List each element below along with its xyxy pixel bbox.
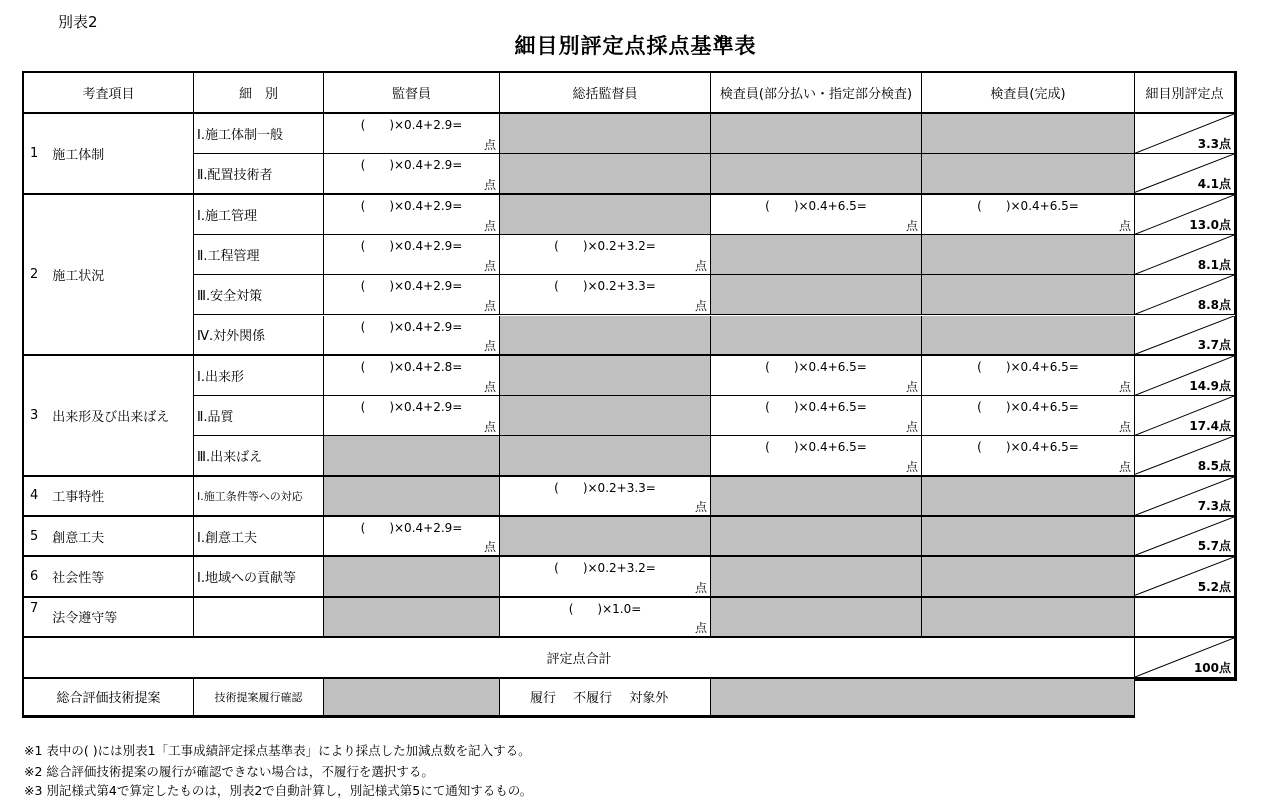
point-unit: 点 <box>483 338 496 353</box>
detail-cell <box>194 477 324 517</box>
detail-label: Ⅲ.安全対策 <box>197 289 263 305</box>
point-unit: 点 <box>483 177 496 192</box>
entry-ip <box>711 275 922 315</box>
note-2: ※2 総合評価技術提案の履行が確認できない場合は，不履行を選択する。 <box>24 764 434 779</box>
entry-gen <box>500 436 711 476</box>
point-unit: 点 <box>694 620 707 635</box>
point-unit: 点 <box>483 259 496 274</box>
formula-text: ( )×0.4+2.9= <box>360 118 463 132</box>
proposal-gray-2 <box>711 679 1135 716</box>
proposal-options: 履行 不履行 対象外 <box>530 691 669 707</box>
detail-label: Ⅰ.施工体制一般 <box>197 128 283 144</box>
entry-ic <box>922 517 1135 557</box>
formula-text: ( )×0.4+2.9= <box>360 279 463 294</box>
header-detail-label: 細 別 <box>238 87 278 102</box>
entry-gen <box>500 195 711 235</box>
detail-cell <box>194 114 324 154</box>
point-unit: 点 <box>905 380 918 395</box>
detail-cell <box>194 356 324 396</box>
header-inspector-partial <box>711 73 922 114</box>
formula-text: ( )×0.4+2.9= <box>360 319 463 334</box>
proposal-options-cell[interactable] <box>500 679 711 716</box>
formula-text: ( )×0.4+6.5= <box>977 400 1079 415</box>
category-3 <box>24 356 194 477</box>
proposal-blank <box>1135 679 1237 718</box>
detail-cell <box>194 396 324 436</box>
formula-text: ( )×0.4+6.5= <box>977 359 1079 374</box>
header-inspector-complete <box>922 73 1135 114</box>
score-cell <box>1135 275 1235 315</box>
formula-text: ( )×0.4+6.5= <box>765 198 867 213</box>
entry-gen <box>500 356 711 396</box>
entry-sup[interactable] <box>324 235 500 275</box>
score-value: 8.1点 <box>1197 258 1231 273</box>
category-number: 2 <box>30 266 39 282</box>
entry-ic <box>922 275 1135 315</box>
category-label: 施工体制 <box>52 147 105 163</box>
score-value: 13.0点 <box>1189 217 1231 232</box>
entry-sup <box>324 436 500 476</box>
point-unit: 点 <box>694 259 707 274</box>
entry-gen <box>500 517 711 557</box>
formula-text: ( )×1.0= <box>568 601 642 616</box>
score-cell <box>1135 517 1235 557</box>
category-4 <box>24 477 194 517</box>
entry-ic <box>922 316 1135 356</box>
detail-label: Ⅱ.工程管理 <box>197 249 260 265</box>
score-cell <box>1135 436 1235 476</box>
category-label: 出来形及び出来ばえ <box>52 409 170 425</box>
entry-gen <box>500 396 711 436</box>
formula-text: ( )×0.4+6.5= <box>765 400 867 415</box>
entry-sup[interactable] <box>324 154 500 194</box>
proposal-check-cell <box>194 679 324 716</box>
detail-label: Ⅰ.出来形 <box>197 369 244 385</box>
header-item-label: 考査項目 <box>82 87 135 102</box>
detail-label: Ⅰ.地域への貢献等 <box>197 570 296 586</box>
score-value: 7.3点 <box>1197 498 1231 513</box>
header-score <box>1135 73 1235 114</box>
proposal-check-label: 技術提案履行確認 <box>214 690 303 704</box>
entry-sup[interactable] <box>324 356 500 396</box>
entry-ic <box>922 477 1135 517</box>
category-label: 法令遵守等 <box>52 611 118 627</box>
detail-cell <box>194 517 324 557</box>
entry-sup[interactable] <box>324 517 500 557</box>
entry-sup[interactable] <box>324 114 500 154</box>
category-6 <box>24 557 194 597</box>
entry-gen <box>500 114 711 154</box>
point-unit: 点 <box>483 138 496 153</box>
formula-text: ( )×0.4+2.9= <box>360 158 463 173</box>
entry-ip[interactable] <box>711 396 922 436</box>
score-value: 5.2点 <box>1197 579 1231 594</box>
detail-label: Ⅱ.配置技術者 <box>197 167 273 183</box>
entry-ip <box>711 154 922 194</box>
formula-text: ( )×0.4+2.9= <box>360 198 463 213</box>
detail-cell <box>194 154 324 194</box>
entry-ic[interactable] <box>922 396 1135 436</box>
total-label: 評定点合計 <box>546 651 612 667</box>
detail-label: Ⅱ.品質 <box>197 410 234 426</box>
header-inspector-partial-label: 検査員(部分払い・指定部分検査) <box>719 87 913 102</box>
annex-label: 別表2 <box>58 13 98 31</box>
formula-text: ( )×0.4+6.5= <box>765 440 867 455</box>
entry-ip[interactable] <box>711 356 922 396</box>
entry-gen[interactable] <box>500 598 711 638</box>
point-unit: 点 <box>1118 380 1131 395</box>
entry-ip <box>711 517 922 557</box>
header-score-label: 細目別評定点 <box>1145 87 1224 102</box>
entry-ip[interactable] <box>711 195 922 235</box>
point-unit: 点 <box>1118 459 1131 474</box>
score-value: 8.5点 <box>1197 458 1231 473</box>
note-3: ※3 別記様式第4で算定したものは，別表2で自動計算し，別記様式第5にて通知するもの。 <box>24 783 533 798</box>
header-item <box>24 73 194 114</box>
entry-gen[interactable] <box>500 275 711 315</box>
point-unit: 点 <box>694 580 707 595</box>
proposal-gray-1 <box>324 679 500 716</box>
score-cell <box>1135 477 1235 517</box>
entry-sup <box>324 598 500 638</box>
entry-sup[interactable] <box>324 275 500 315</box>
point-unit: 点 <box>483 420 496 435</box>
formula-text: ( )×0.4+6.5= <box>977 198 1079 213</box>
category-7 <box>24 598 194 638</box>
point-unit: 点 <box>694 499 707 514</box>
score-value: 3.3点 <box>1197 137 1231 152</box>
entry-ip <box>711 114 922 154</box>
score-value: 8.8点 <box>1197 298 1231 313</box>
header-supervisor-label: 監督員 <box>391 87 431 102</box>
entry-sup <box>324 557 500 597</box>
total-label-cell <box>24 638 1135 679</box>
score-value: 4.1点 <box>1197 176 1231 191</box>
entry-ic <box>922 114 1135 154</box>
entry-gen[interactable] <box>500 557 711 597</box>
point-unit: 点 <box>905 218 918 233</box>
detail-cell <box>194 316 324 356</box>
detail-label: Ⅰ.施工条件等への対応 <box>197 489 303 503</box>
score-cell <box>1135 316 1235 356</box>
category-number: 1 <box>30 145 39 161</box>
point-unit: 点 <box>905 420 918 435</box>
entry-ip[interactable] <box>711 436 922 476</box>
formula-text: ( )×0.4+6.5= <box>977 440 1079 455</box>
detail-cell <box>194 598 324 638</box>
proposal-label-cell <box>24 679 194 716</box>
detail-cell <box>194 436 324 476</box>
total-score-cell <box>1135 638 1235 679</box>
detail-label: Ⅲ.出来ばえ <box>197 450 263 466</box>
entry-ip <box>711 598 922 638</box>
category-label: 創意工夫 <box>52 530 105 546</box>
point-unit: 点 <box>1118 218 1131 233</box>
score-value: 14.9点 <box>1189 379 1231 394</box>
total-score-value: 100点 <box>1193 660 1231 675</box>
entry-ic <box>922 235 1135 275</box>
entry-ip <box>711 557 922 597</box>
proposal-label: 総合評価技術提案 <box>56 691 161 707</box>
detail-cell <box>194 235 324 275</box>
score-cell <box>1135 356 1235 396</box>
formula-text: ( )×0.2+3.2= <box>554 238 656 253</box>
category-number: 4 <box>30 488 39 504</box>
header-detail <box>194 73 324 114</box>
page-title: 細目別評定点採点基準表 <box>514 34 757 58</box>
formula-text: ( )×0.2+3.3= <box>554 279 656 294</box>
score-value: 3.7点 <box>1197 337 1231 352</box>
score-value: 17.4点 <box>1189 419 1231 434</box>
formula-text: ( )×0.2+3.3= <box>554 480 656 495</box>
score-cell <box>1135 235 1235 275</box>
score-value: 5.7点 <box>1197 539 1231 554</box>
category-label: 社会性等 <box>52 570 105 586</box>
category-number: 6 <box>30 568 39 584</box>
detail-label: Ⅰ.創意工夫 <box>197 530 257 546</box>
point-unit: 点 <box>483 540 496 555</box>
category-2 <box>24 195 194 356</box>
detail-label: Ⅳ.対外関係 <box>197 329 266 345</box>
header-supervisor <box>324 73 500 114</box>
entry-ip <box>711 235 922 275</box>
entry-ip <box>711 477 922 517</box>
entry-ic[interactable] <box>922 195 1135 235</box>
entry-ic <box>922 154 1135 194</box>
entry-gen <box>500 316 711 356</box>
category-number: 5 <box>30 528 39 544</box>
entry-gen[interactable] <box>500 477 711 517</box>
formula-text: ( )×0.4+2.9= <box>360 521 463 535</box>
entry-ip <box>711 316 922 356</box>
entry-sup[interactable] <box>324 396 500 436</box>
note-1: ※1 表中の( )には別表1「工事成績評定採点基準表」により採点した加減点数を記入する。 <box>24 743 531 758</box>
entry-gen <box>500 154 711 194</box>
header-general-supervisor-label: 総括監督員 <box>572 87 638 102</box>
entry-ic <box>922 598 1135 638</box>
score-cell <box>1135 598 1235 638</box>
category-label: 施工状況 <box>52 268 105 284</box>
point-unit: 点 <box>483 299 496 314</box>
header-general-supervisor <box>500 73 711 114</box>
formula-text: ( )×0.4+2.8= <box>360 359 463 374</box>
score-cell <box>1135 195 1235 235</box>
entry-sup[interactable] <box>324 195 500 235</box>
point-unit: 点 <box>905 459 918 474</box>
score-cell <box>1135 396 1235 436</box>
category-label: 工事特性 <box>52 490 105 506</box>
entry-ic <box>922 557 1135 597</box>
header-inspector-complete-label: 検査員(完成) <box>990 87 1066 102</box>
detail-cell <box>194 557 324 597</box>
point-unit: 点 <box>483 380 496 395</box>
category-number: 3 <box>30 407 39 423</box>
detail-cell <box>194 195 324 235</box>
score-cell <box>1135 154 1235 194</box>
entry-ic[interactable] <box>922 436 1135 476</box>
score-cell <box>1135 557 1235 597</box>
category-number: 7 <box>30 600 39 616</box>
entry-ic[interactable] <box>922 356 1135 396</box>
entry-gen[interactable] <box>500 235 711 275</box>
point-unit: 点 <box>694 299 707 314</box>
point-unit: 点 <box>483 218 496 233</box>
formula-text: ( )×0.2+3.2= <box>554 561 656 576</box>
formula-text: ( )×0.4+2.9= <box>360 400 463 415</box>
detail-cell <box>194 275 324 315</box>
detail-label: Ⅰ.施工管理 <box>197 208 257 224</box>
formula-text: ( )×0.4+6.5= <box>765 359 867 374</box>
entry-sup <box>324 477 500 517</box>
entry-sup[interactable] <box>324 316 500 356</box>
score-cell <box>1135 114 1235 154</box>
category-1 <box>24 114 194 195</box>
formula-text: ( )×0.4+2.9= <box>360 238 463 253</box>
category-5 <box>24 517 194 557</box>
point-unit: 点 <box>1118 420 1131 435</box>
score-table <box>22 71 1237 718</box>
